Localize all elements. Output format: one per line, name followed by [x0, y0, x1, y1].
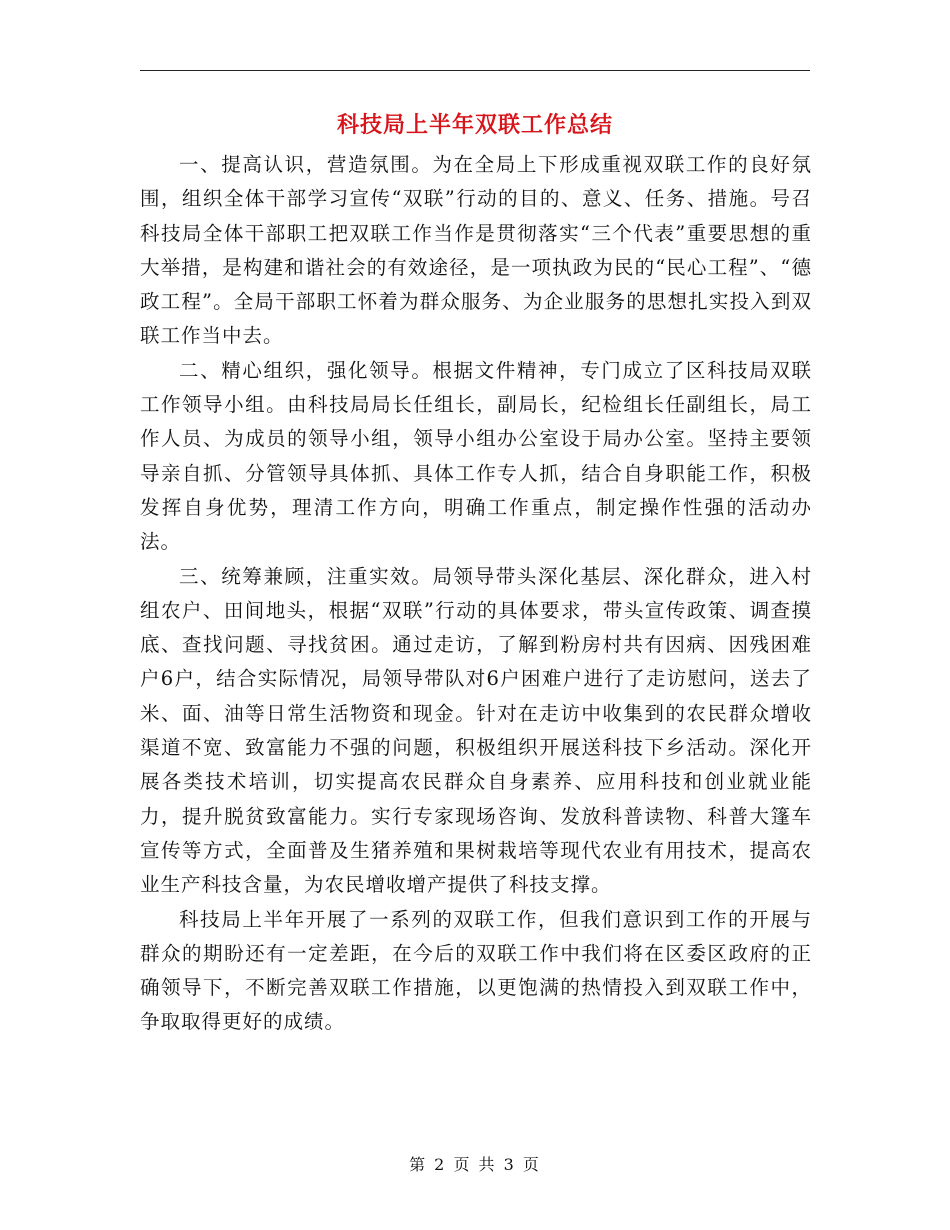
header-rule — [140, 70, 810, 71]
paragraph-organization: 二、精心组织，强化领导。根据文件精神，专门成立了区科技局双联工作领导小组。由科技局局长任组长，副局长，纪检组长任副组长，局工作人员、为成员的领导小组，领导小组办公室设于局办公室。坚持主要领导亲自抓、分管领导具体抓、具体工作专人抓，结合自身职能工作，积极发挥自身优势，理清工作方向，明确工作重点，制定操作性强的活动办法。 — [140, 358, 812, 554]
paragraph-effectiveness: 三、统筹兼顾，注重实效。局领导带头深化基层、深化群众，进入村组农户、田间地头，根据“双联”行动的具体要求，带头宣传政策、调查摸底、查找问题、寻找贫困。通过走访，了解到粉房村共有因病、因残困难户6户，结合实际情况，局领导带队对6户困难户进行了走访慰问，送去了米、面、油等日常生活物资和现金。针对在走访中收集到的农民群众增收渠道不宽、致富能力不强的问题，积极组织开展送科技下乡活动。深化开展各类技术培训，切实提高农民群众自身素养、应用科技和创业就业能力，提升脱贫致富能力。实行专家现场咨询、发放科普读物、科普大篷车宣传等方式，全面普及生猪养殖和果树栽培等现代农业有用技术，提高农业生产科技含量，为农民增收增产提供了科技支撑。 — [140, 564, 812, 897]
paragraph-conclusion: 科技局上半年开展了一系列的双联工作，但我们意识到工作的开展与群众的期盼还有一定差距，在今后的双联工作中我们将在区委区政府的正确领导下，不断完善双联工作措施，以更饱满的热情投入到双联工作中，争取取得更好的成绩。 — [140, 907, 812, 1034]
paragraph-awareness: 一、提高认识，营造氛围。为在全局上下形成重视双联工作的良好氛围，组织全体干部学习宣传“双联”行动的目的、意义、任务、措施。号召科技局全体干部职工把双联工作当作是贯彻落实“三个代表”重要思想的重大举措，是构建和谐社会的有效途径，是一项执政为民的“民心工程”、“德政工程”。全局干部职工怀着为群众服务、为企业服务的思想扎实投入到双联工作当中去。 — [140, 153, 812, 348]
document-body — [140, 148, 812, 1040]
document-title: 科技局上半年双联工作总结 — [336, 112, 613, 138]
page-number: 第 2 页 共 3 页 — [409, 1155, 541, 1174]
